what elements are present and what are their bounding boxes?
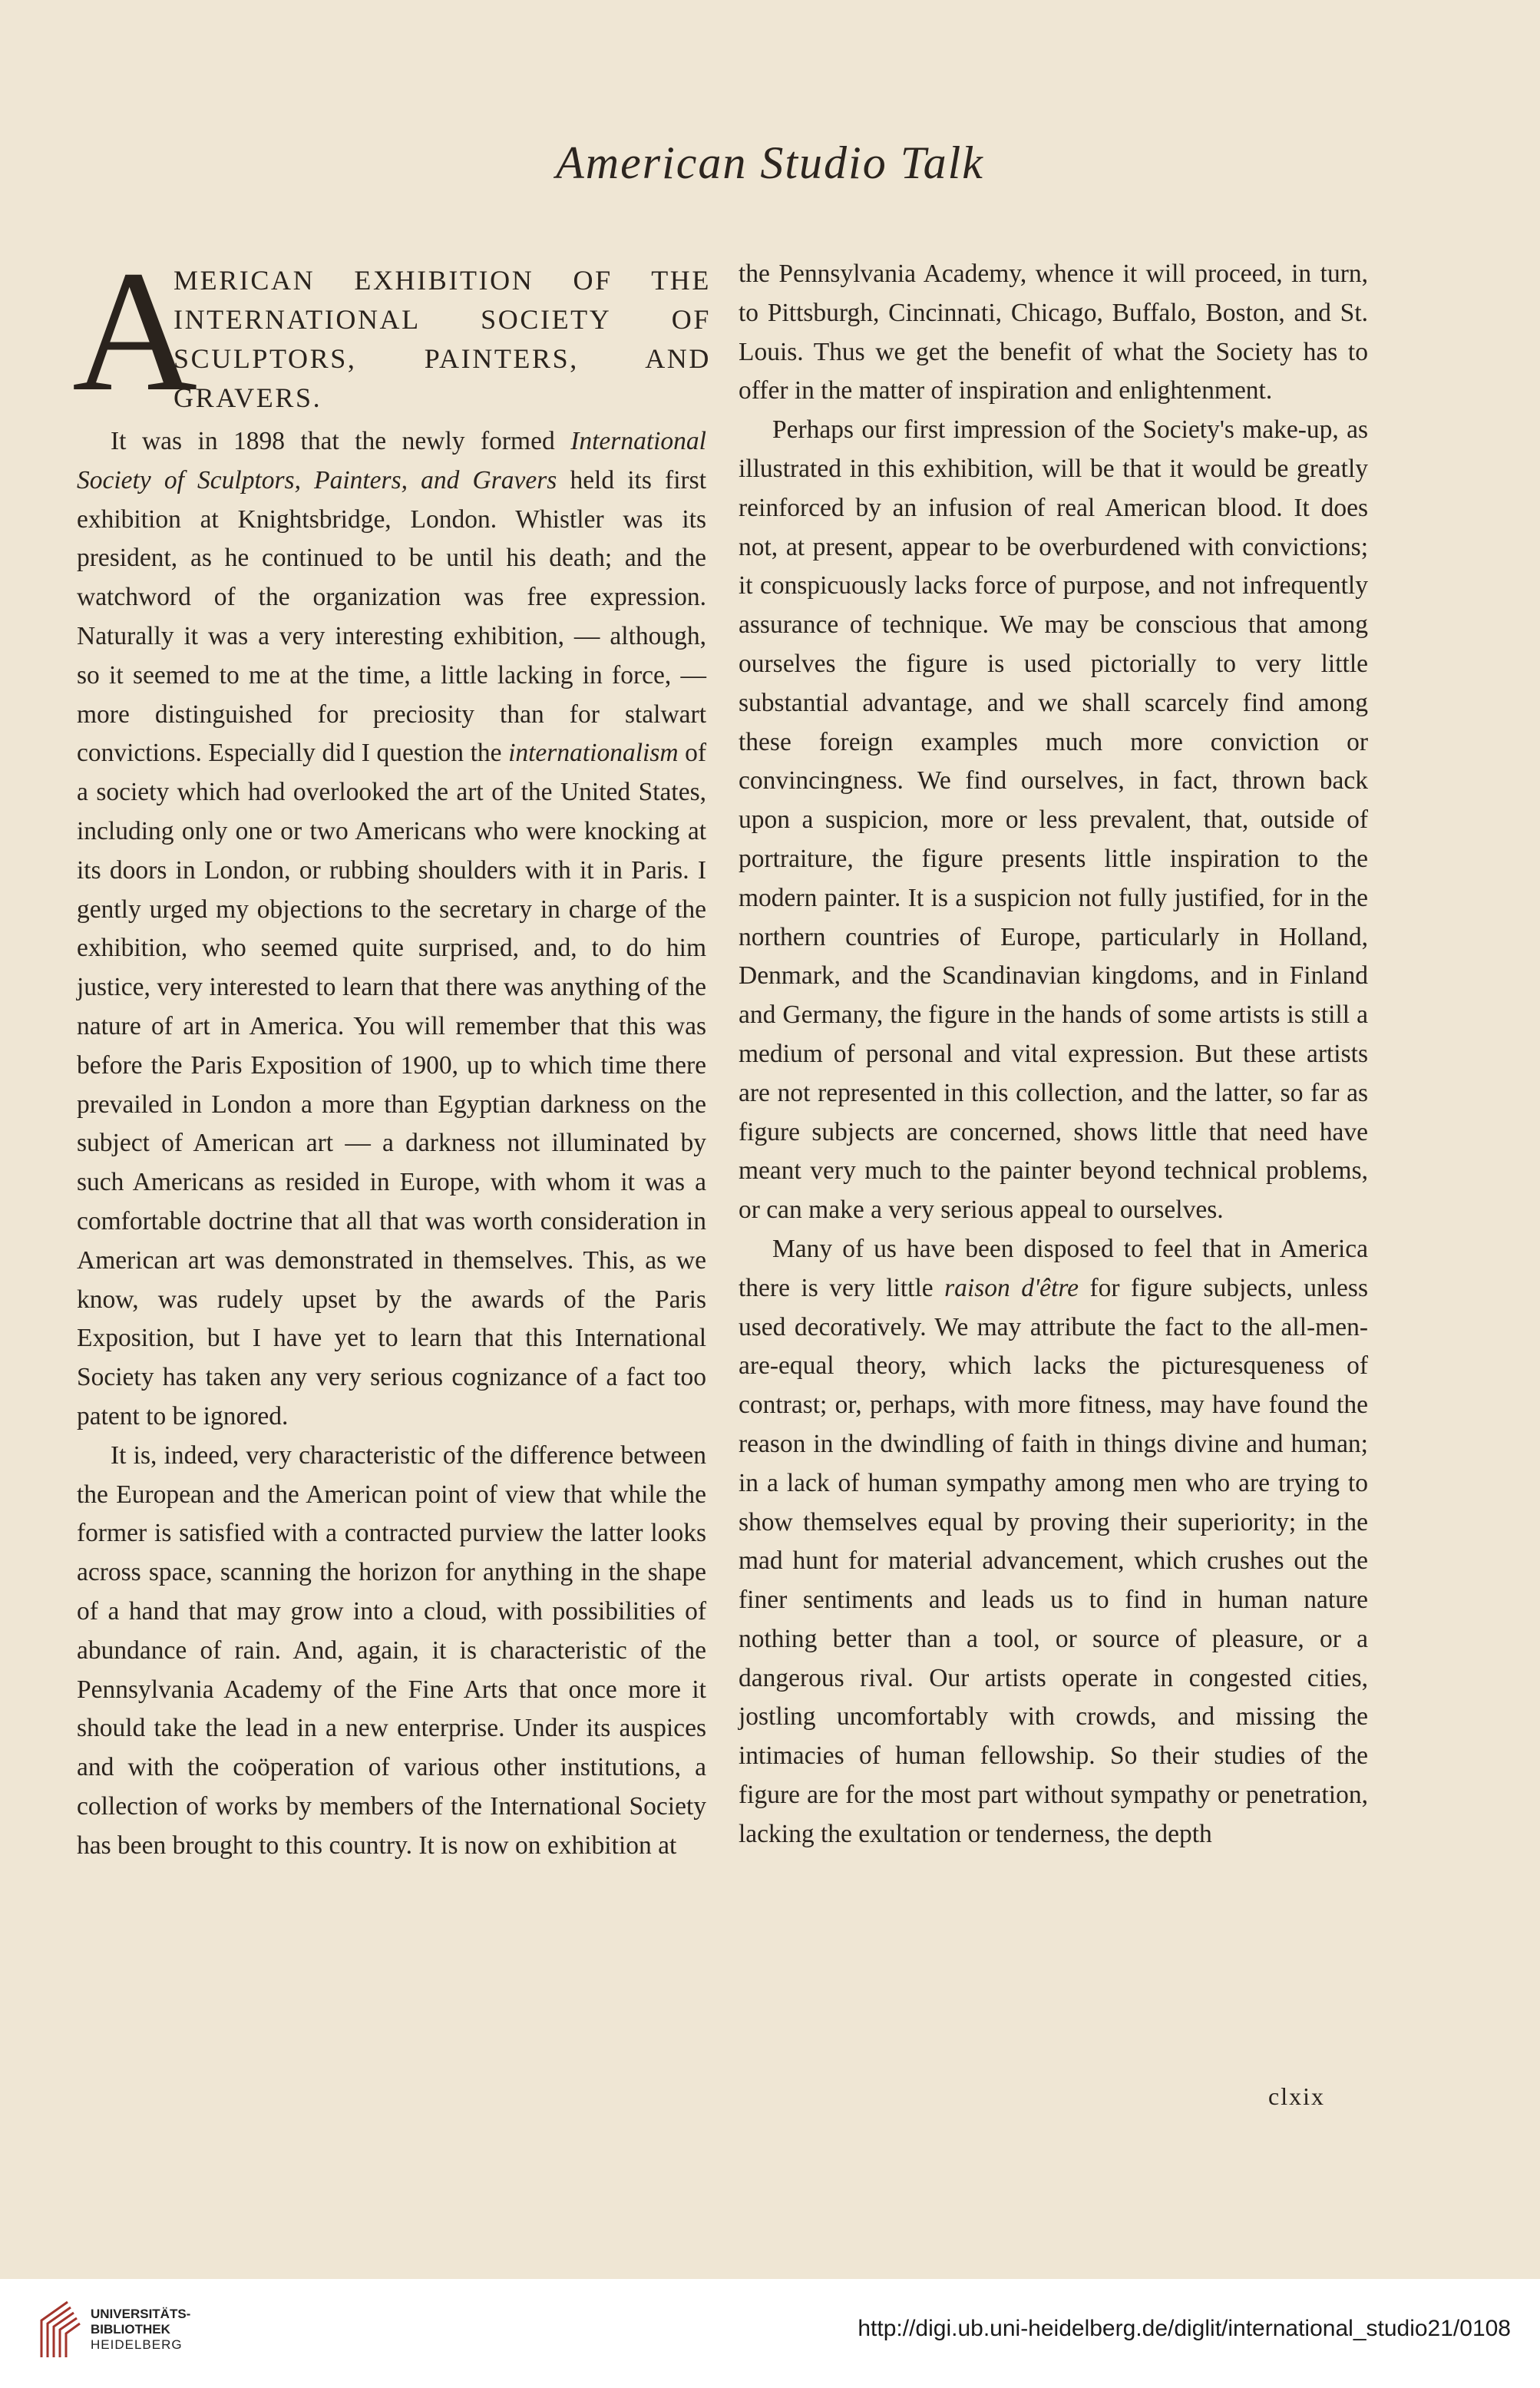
article-headline (72, 235, 711, 427)
paragraph (77, 1437, 706, 1866)
text-run: It is, indeed, very characteristic of the difference between the European and the American point of view that while the former is satisfied with a contracted purview the latter looks across space, scanning the horizon for anything in the shape of a hand that may grow into a cloud, with possibilities of abundance of rain. And, again, it is characteristic of the Pennsylvania Academy of the Fine Arts that once more it should take the lead in a new enterprise. Under its auspices and with the coöperation of various other institutions, a collection of works by members of the International Society has been brought to this country. It is now on exhibition at (77, 1440, 706, 1860)
paragraph (739, 255, 1368, 411)
text-run: for figure subjects, unless used decoratively. We may attribute the fact to the all-men-are-equal theory, which lacks the picturesqueness of contrast; or, perhaps, with more fitness, may have found the reason in the dwindling of faith in things divine and human; in a lack of human sympathy among men who are trying to show themselves equal by proving their superiority; in the mad hunt for material advancement, which crushes out the finer sentiments and leads us to find in human nature nothing better than a tool, or source of pleasure, or a dangerous rival. Our artists operate in congested cities, jostling uncomfortably with crowds, and missing the intimacies of human fellowship. So their studies of the figure are for the most part without sympathy or penetration, lacking the exultation or tenderness, the depth (739, 1273, 1368, 1848)
text-run: It was in 1898 that the newly formed (111, 427, 571, 455)
text-run: held its first exhibition at Knightsbridge, London. Whistler was its president, as he continued to be until his death; and the watchword of the organization was free expression. Naturally it was a very interesting exhibition, — although, so it seemed to me at the time, a little lacking in force, — more distinguished for preciosity than for stalwart convictions. Especially did I question the (77, 465, 706, 768)
headline-text: MERICAN EXHIBITION OF THE INTERNATIONAL SOCIETY OF SCULPTORS, PAINTERS, AND GRAVERS. (173, 265, 711, 413)
library-name-line1: UNIVERSITÄTS- (91, 2307, 191, 2321)
italic-text: raison d'être (944, 1273, 1079, 1302)
text-run: the Pennsylvania Academy, whence it will proceed, in turn, to Pittsburgh, Cincinnati, Chicago, Buffalo, Boston, and St. Louis. Thus we get the benefit of what the Society has to offer in the matter of inspiration and enlightenment. (739, 260, 1368, 405)
right-column (739, 255, 1368, 1854)
library-logo-icon (37, 2297, 86, 2360)
right-column-body (739, 255, 1368, 1854)
page-folio: clxix (1268, 2082, 1325, 2110)
drop-cap: A (72, 235, 198, 427)
text-run: Perhaps our first impression of the Society's make-up, as illustrated in this exhibition, will be that it would be greatly reinforced by an infusion of real American blood. It does not, at present, appear to be overburdened with convictions; it conspicuously lacks force of purpose, and not infrequently assurance of technique. We may be conscious that among ourselves the figure is used pictorially to very little substantial advantage, and we shall scarcely find among these foreign examples much more conviction or convincingness. We find ourselves, in fact, thrown back upon a suspicion, more or less prevalent, that, outside of portraiture, the figure presents little inspiration to the modern painter. It is a suspicion not fully justified, for in the northern countries of Europe, particularly in Holland, Denmark, and the Scandinavian kingdoms, and in Finland and Germany, the figure in the hands of some artists is still a medium of personal and vital expression. But these artists are not represented in this collection, and the latter, so far as figure subjects are concerned, shows little that need have meant very much to the painter beyond technical problems, or can make a very serious appeal to ourselves. (739, 415, 1368, 1225)
library-name-line3: HEIDELBERG (91, 2337, 183, 2352)
left-column (72, 235, 711, 1865)
paragraph (77, 422, 706, 1437)
text-run: of a society which had overlooked the art of the United States, including only one or two Americans who were knocking at its doors in London, or rubbing shoulders with it in Paris. I gently urged my objections to the secretary in charge of the exhibition, who seemed quite surprised, and, to do him justice, very interested to learn that there was anything of the nature of art in America. You will remember that this was before the Paris Exposition of 1900, up to which time there prevailed in London a more than Egyptian darkness on the subject of American art — a darkness not illuminated by such Americans as resided in Europe, with whom it was a comfortable doctrine that all that was worth consideration in American art was demonstrated in themselves. This, as we know, was rudely upset by the awards of the Paris Exposition, but I have yet to learn that this International Society has taken any very serious cognizance of a fact too patent to be ignored. (77, 739, 707, 1430)
running-title: American Studio Talk (556, 137, 984, 188)
paragraph (739, 411, 1368, 1230)
library-name-line2: BIBLIOTHEK (91, 2322, 170, 2337)
italic-text: International Society of Sculptors, Painters, and Gravers (77, 427, 706, 494)
library-name (91, 2307, 190, 2353)
paragraph (739, 1230, 1368, 1854)
source-url[interactable]: http://digi.ub.uni-heidelberg.de/diglit/international_studio21/0108 (858, 2316, 1511, 2341)
italic-text: internationalism (508, 739, 679, 768)
left-column-body (77, 422, 706, 1865)
text-run: Many of us have been disposed to feel that in America there is very little (739, 1234, 1368, 1302)
